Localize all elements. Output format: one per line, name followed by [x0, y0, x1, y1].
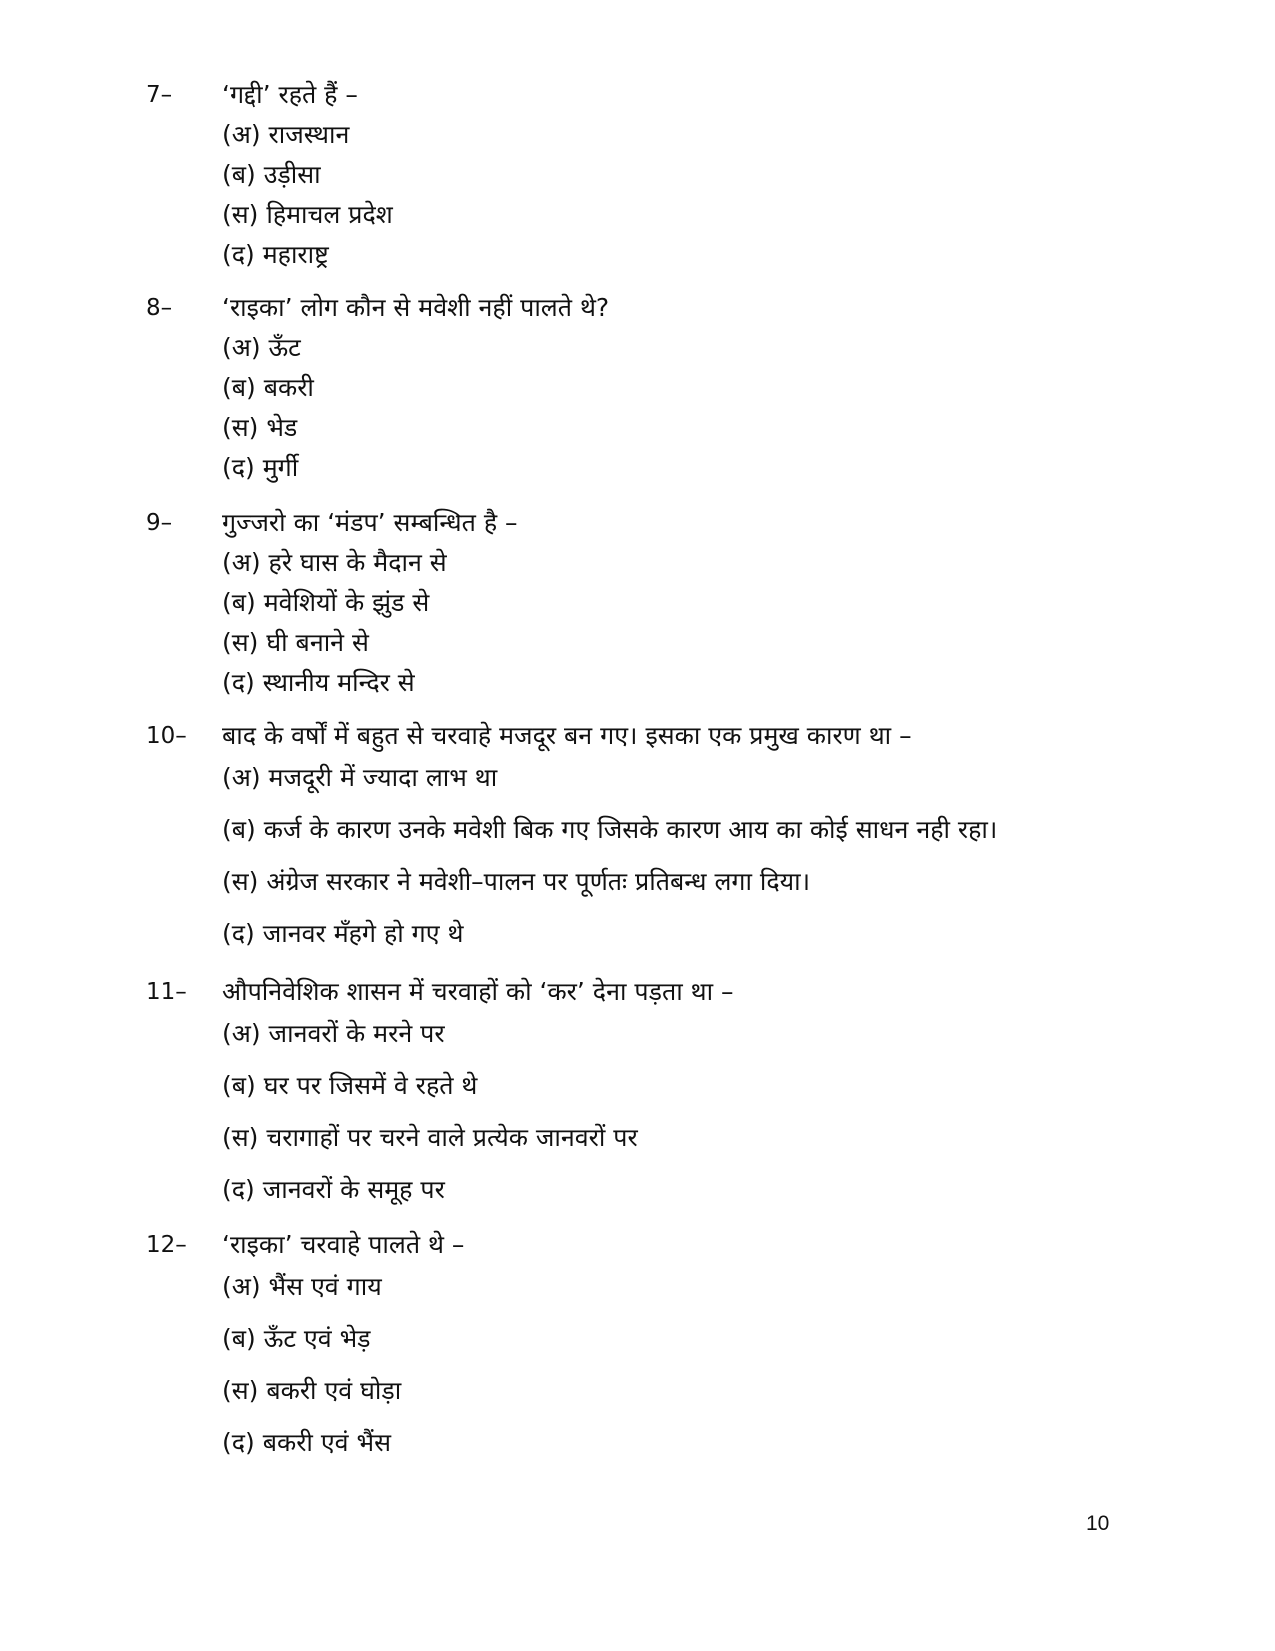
question-line	[146, 503, 1146, 543]
option-d: (द) स्थानीय मन्दिर से	[222, 668, 415, 697]
option-d: (द) जानवर मँहगे हो गए थे	[222, 919, 464, 948]
option-d: (द) बकरी एवं भैंस	[222, 1428, 391, 1457]
question-number: 10–	[146, 723, 187, 749]
option-a: (अ) ऊँट	[222, 333, 301, 362]
option-a: (अ) मजदूरी में ज्यादा लाभ था	[222, 763, 498, 792]
option-c: (स) हिमाचल प्रदेश	[222, 200, 393, 229]
option-list	[222, 115, 1146, 275]
question-line	[146, 288, 1146, 328]
question-number: 8–	[146, 295, 173, 321]
option-b: (ब) उड़ीसा	[222, 160, 321, 189]
question-line	[146, 972, 1146, 1012]
option-list	[222, 328, 1146, 488]
option-list	[222, 1265, 1146, 1473]
option-c: (स) चरागाहों पर चरने वाले प्रत्येक जानवरों पर	[222, 1123, 638, 1152]
question-text: ‘गद्दी’ रहते हैं –	[222, 80, 358, 109]
question-text: बाद के वर्षों में बहुत से चरवाहे मजदूर बन गए। इसका एक प्रमुख कारण था –	[222, 721, 912, 750]
question-number: 11–	[146, 979, 187, 1005]
option-d: (द) महाराष्ट्र	[222, 240, 329, 269]
question-text: गुज्जरो का ‘मंडप’ सम्बन्धित है –	[222, 508, 518, 537]
option-b: (ब) बकरी	[222, 373, 314, 402]
question-7	[146, 75, 1146, 275]
question-text: औपनिवेशिक शासन में चरवाहों को ‘कर’ देना पड़ता था –	[222, 977, 734, 1006]
option-b: (ब) घर पर जिसमें वे रहते थे	[222, 1071, 478, 1100]
option-c: (स) अंग्रेज सरकार ने मवेशी–पालन पर पूर्णतः प्रतिबन्ध लगा दिया।	[222, 867, 811, 896]
question-10	[146, 716, 1146, 964]
question-8	[146, 288, 1146, 488]
question-line	[146, 75, 1146, 115]
option-b: (ब) ऊँट एवं भेड़	[222, 1324, 371, 1353]
option-b: (ब) कर्ज के कारण उनके मवेशी बिक गए जिसके कारण आय का कोई साधन नही रहा।	[222, 815, 998, 844]
option-list	[222, 1012, 1146, 1220]
question-number: 7–	[146, 82, 173, 108]
option-c: (स) घी बनाने से	[222, 628, 369, 657]
page-number: 10	[1086, 1512, 1110, 1535]
question-11	[146, 972, 1146, 1220]
option-list	[222, 543, 1146, 703]
option-a: (अ) राजस्थान	[222, 120, 350, 149]
option-a: (अ) जानवरों के मरने पर	[222, 1019, 445, 1048]
question-text: ‘राइका’ चरवाहे पालते थे –	[222, 1230, 465, 1259]
option-d: (द) जानवरों के समूह पर	[222, 1175, 445, 1204]
question-number: 9–	[146, 510, 173, 536]
option-a: (अ) हरे घास के मैदान से	[222, 548, 447, 577]
question-text: ‘राइका’ लोग कौन से मवेशी नहीं पालते थे?	[222, 293, 610, 322]
option-d: (द) मुर्गी	[222, 453, 299, 482]
question-12	[146, 1225, 1146, 1473]
option-a: (अ) भैंस एवं गाय	[222, 1272, 382, 1301]
question-number: 12–	[146, 1232, 187, 1258]
question-9	[146, 503, 1146, 703]
option-list	[222, 756, 1146, 964]
option-c: (स) बकरी एवं घोड़ा	[222, 1376, 402, 1405]
question-line	[146, 1225, 1146, 1265]
question-line	[146, 716, 1146, 756]
option-c: (स) भेड	[222, 413, 298, 442]
option-b: (ब) मवेशियों के झुंड से	[222, 588, 430, 617]
